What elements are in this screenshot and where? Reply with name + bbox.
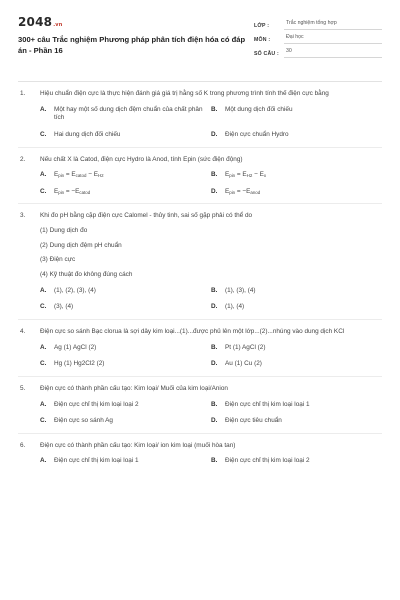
answer-option-d[interactable]: [211, 353, 382, 370]
option-text: (1), (2), (3), (4): [54, 286, 96, 294]
formula-part: E: [225, 171, 230, 179]
option-letter: A.: [40, 343, 47, 351]
answer-option-a[interactable]: [40, 394, 211, 411]
option-text: (3), (4): [54, 303, 74, 311]
option-letter: B.: [211, 171, 218, 179]
question-number: 6.: [20, 441, 26, 449]
answer-option-b[interactable]: [211, 450, 382, 467]
formula-part: = E: [64, 171, 76, 179]
question-3: [18, 204, 382, 319]
formula-part: − E: [86, 171, 98, 179]
option-letter: B.: [211, 400, 218, 408]
meta-key: MÔN :: [254, 36, 271, 43]
question-text: Hiệu chuẩn điện cực là thực hiện đánh giá giá trị hằng số K trong phương trình tính thế điện cực bằng: [40, 90, 329, 97]
answer-list: [18, 99, 382, 141]
option-letter: A.: [40, 457, 47, 465]
option-text: Điện cực chỉ thị kim loại loại 2: [225, 457, 310, 465]
formula-sub: x: [263, 173, 267, 179]
option-text: Một hay một số dung dịch đệm chuẩn của chất phân tích: [54, 105, 203, 122]
option-letter: B.: [211, 286, 218, 294]
meta-row-class: [254, 16, 382, 30]
answer-option-b[interactable]: [211, 394, 382, 411]
formula-part: E: [54, 187, 59, 195]
meta-row-subject: [254, 30, 382, 44]
option-letter: D.: [211, 187, 218, 195]
option-letter: C.: [40, 360, 47, 368]
question-text: Điện cực so sánh Bạc clorua là sợi dây kim loại...(1)...được phủ lên một lớp...(2)...nhúng vào dung dịch KCl: [40, 327, 345, 335]
answer-list: [18, 164, 382, 197]
option-text: Điện cực chỉ thị kim loại loại 1: [54, 457, 139, 465]
option-formula: [54, 188, 211, 197]
answer-option-b[interactable]: [211, 99, 382, 124]
logo-tld: .vn: [53, 22, 63, 28]
meta-info: [254, 16, 382, 70]
question-text: Nếu chất X là Catod, điện cực Hydro là Anod, tính Epin (sức điện động): [40, 155, 243, 163]
option-letter: D.: [211, 417, 218, 425]
formula-part: − E: [252, 171, 264, 179]
formula-sub: H2: [97, 173, 104, 179]
option-letter: C.: [40, 187, 47, 195]
header: [18, 14, 382, 70]
question-text: Khi đo pH bằng cặp điện cực Calomel - thủy tinh, sai số gặp phải có thể do: [40, 212, 253, 220]
option-letter: B.: [211, 105, 218, 113]
document-title: 300+ câu Trắc nghiệm Phương pháp phân tích điện hóa có đáp án - Phần 16: [18, 35, 246, 56]
option-formula: [54, 171, 211, 180]
answer-option-d[interactable]: [211, 124, 382, 141]
question-head: [18, 385, 382, 394]
meta-value: Trắc nghiệm tổng hợp: [284, 20, 382, 30]
question-6: [18, 434, 382, 473]
answer-option-a[interactable]: [40, 164, 211, 181]
logo-text: 2048: [18, 15, 53, 29]
question-number: 1.: [20, 90, 26, 97]
statement-line: (1) Dung dịch đo: [40, 227, 88, 235]
statement-list: [18, 221, 382, 280]
option-text: Điện cực so sánh Ag: [54, 417, 113, 425]
option-letter: A.: [40, 171, 47, 179]
site-logo[interactable]: [18, 14, 248, 30]
statement-line: (2) Dung dịch đệm pH chuẩn: [40, 241, 122, 249]
answer-option-b[interactable]: [211, 164, 382, 181]
answer-list: [18, 394, 382, 427]
brand: [18, 14, 248, 70]
statement-line: (4) Kỹ thuật đo không đúng cách: [40, 271, 133, 279]
answer-list: [18, 337, 382, 370]
answer-option-a[interactable]: [40, 450, 211, 467]
option-text: Điện cực chỉ thị kim loại loại 1: [225, 400, 310, 408]
answer-option-b[interactable]: [211, 280, 382, 297]
option-text: Một dung dịch đối chiếu: [225, 105, 293, 113]
formula-sub: catod: [75, 173, 87, 179]
option-text: Au (1) Cu (2): [225, 360, 262, 368]
formula-part: = −E: [64, 187, 80, 195]
answer-option-b[interactable]: [211, 337, 382, 354]
option-text: Điện cực chuẩn Hydro: [225, 130, 289, 138]
answer-option-d[interactable]: [211, 410, 382, 427]
option-text: Điện cực chỉ thị kim loại loại 2: [54, 400, 139, 408]
option-text: (1), (4): [225, 303, 245, 311]
question-head: [18, 212, 382, 221]
option-letter: C.: [40, 130, 47, 138]
option-letter: A.: [40, 400, 47, 408]
question-number: 3.: [20, 212, 26, 220]
answer-list: [18, 280, 382, 313]
option-letter: D.: [211, 303, 218, 311]
answer-option-a[interactable]: [40, 280, 211, 297]
meta-row-count: [254, 44, 382, 58]
formula-sub: pin: [58, 173, 65, 179]
question-1: [18, 82, 382, 148]
question-head: [18, 328, 382, 337]
meta-key: LỚP :: [254, 22, 270, 29]
option-letter: D.: [211, 130, 218, 138]
answer-option-c[interactable]: [40, 410, 211, 427]
option-formula: [225, 171, 382, 180]
formula-part: = E: [235, 171, 247, 179]
option-text: Điện cực tiêu chuẩn: [225, 417, 282, 425]
option-letter: C.: [40, 417, 47, 425]
answer-option-a[interactable]: [40, 337, 211, 354]
question-head: [18, 442, 382, 451]
statement-line: (3) Điện cực: [40, 256, 76, 264]
formula-part: E: [54, 171, 59, 179]
question-head: [18, 156, 382, 165]
option-letter: A.: [40, 105, 47, 113]
meta-key: SỐ CÂU :: [254, 50, 279, 57]
option-letter: D.: [211, 360, 218, 368]
meta-value: 30: [284, 48, 382, 58]
option-letter: A.: [40, 286, 47, 294]
formula-sub: catod: [79, 189, 91, 195]
option-text: Pt (1) AgCl (2): [225, 343, 266, 351]
formula-part: = −E: [235, 187, 251, 195]
question-number: 2.: [20, 155, 26, 163]
formula-sub: pin: [229, 189, 236, 195]
option-text: Hg (1) Hg2Cl2 (2): [54, 360, 105, 368]
question-2: [18, 148, 382, 205]
option-letter: B.: [211, 343, 218, 351]
option-formula: [225, 188, 382, 197]
answer-option-c[interactable]: [40, 353, 211, 370]
question-4: [18, 320, 382, 377]
question-number: 5.: [20, 384, 26, 392]
question-text: Điện cực có thành phần cấu tạo: Kim loại/ Muối của kim loại/Anion: [40, 384, 228, 392]
question-head: [18, 90, 382, 99]
formula-sub: pin: [229, 173, 236, 179]
answer-option-d[interactable]: [211, 296, 382, 313]
option-text: Hai dung dịch đối chiếu: [54, 130, 121, 138]
option-letter: C.: [40, 303, 47, 311]
question-5: [18, 377, 382, 434]
answer-option-c[interactable]: [40, 296, 211, 313]
meta-value: Đại học: [284, 34, 382, 44]
answer-option-c[interactable]: [40, 124, 211, 141]
answer-option-c[interactable]: [40, 181, 211, 198]
answer-list: [18, 450, 382, 467]
option-letter: B.: [211, 457, 218, 465]
answer-option-a[interactable]: [40, 99, 211, 124]
option-text: (1), (3), (4): [225, 286, 256, 294]
question-text: Điện cực có thành phần cấu tạo: Kim loại/ ion kim loại (muối hòa tan): [40, 441, 236, 449]
question-number: 4.: [20, 327, 26, 335]
answer-option-d[interactable]: [211, 181, 382, 198]
formula-sub: anod: [250, 189, 261, 195]
formula-sub: pin: [58, 189, 65, 195]
formula-sub: H2: [246, 173, 253, 179]
formula-part: E: [225, 187, 230, 195]
option-text: Ag (1) AgCl (2): [54, 343, 97, 351]
